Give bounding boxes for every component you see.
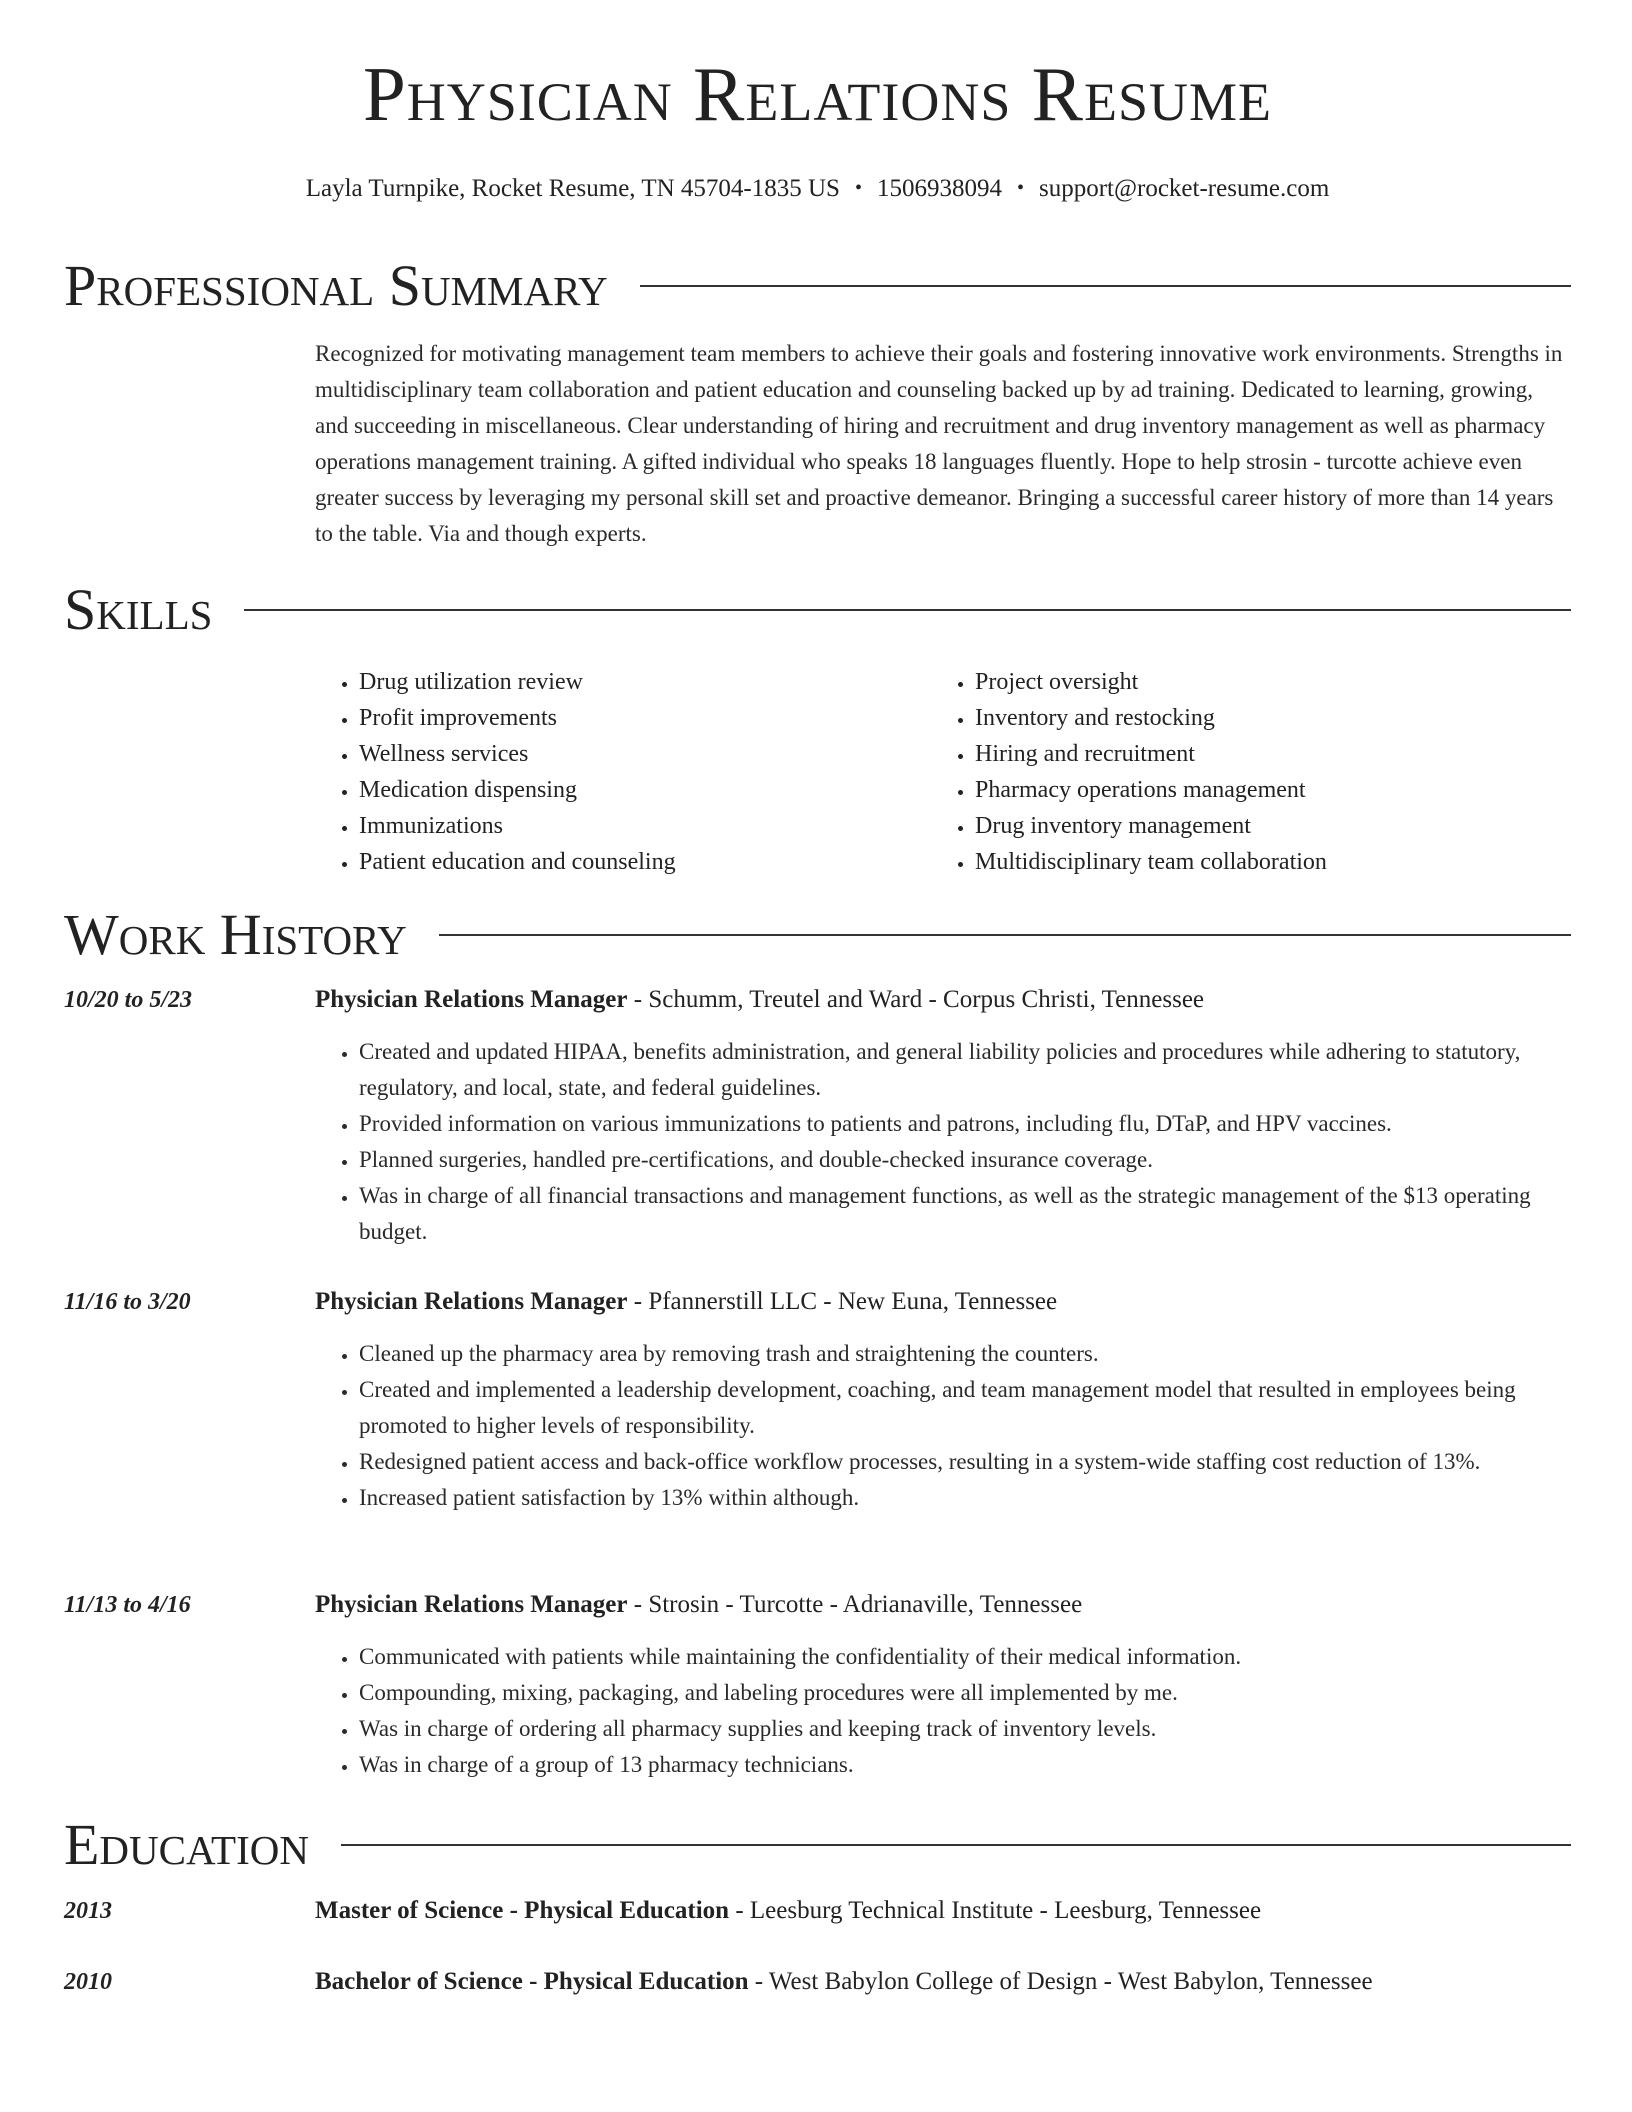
section-education-heading bbox=[64, 1812, 1571, 1877]
contact-separator: • bbox=[854, 177, 862, 199]
education-degree: Bachelor of Science - Physical Education bbox=[315, 1968, 749, 1995]
job-bullet: • Created and implemented a leadership development, coaching, and team management model that resulted in employees being promoted to higher levels of responsibility. bbox=[359, 1372, 1571, 1444]
section-divider bbox=[244, 609, 1571, 611]
job-header bbox=[315, 984, 1204, 1016]
contact-separator: • bbox=[1016, 177, 1024, 199]
skill-item: • Project oversight bbox=[975, 664, 1547, 700]
section-title: Professional Summary bbox=[64, 253, 608, 318]
skill-item: • Inventory and restocking bbox=[975, 700, 1547, 736]
section-skills-heading bbox=[64, 577, 1571, 642]
skill-item: • Drug inventory management bbox=[975, 808, 1547, 844]
job-bullet: • Cleaned up the pharmacy area by removing trash and straightening the counters. bbox=[359, 1336, 1571, 1372]
education-header bbox=[315, 1966, 1373, 1998]
skill-item: • Immunizations bbox=[359, 808, 931, 844]
section-divider bbox=[341, 1844, 1571, 1846]
job-bullet: • Communicated with patients while maintaining the confidentiality of their medical information. bbox=[359, 1639, 1571, 1675]
education-year: 2013 bbox=[64, 1898, 112, 1924]
section-work-heading bbox=[64, 902, 1571, 967]
job-title: Physician Relations Manager bbox=[315, 986, 628, 1013]
education-year: 2010 bbox=[64, 1969, 112, 1995]
job-bullets bbox=[315, 1336, 1571, 1516]
summary-paragraph: Recognized for motivating management team members to achieve their goals and fostering innovative work environments. Strengths in multidisciplinary team collaboration and patient education and counseling backed up by ad training. Dedicated to learning, growing, and succeeding in miscellaneous. Clear understanding of hiring and recruitment and drug inventory management as well as pharmacy operations management training. A gifted individual who speaks 18 languages fluently. Hope to help strosin - turcotte achieve even greater success by leveraging my personal skill set and proactive demeanor. Bringing a successful career history of more than 14 years to the table. Via and though experts. bbox=[315, 341, 1563, 546]
skill-item: • Medication dispensing bbox=[359, 772, 931, 808]
section-divider bbox=[640, 285, 1571, 287]
job-bullets bbox=[315, 1034, 1571, 1250]
job-dates: 11/16 to 3/20 bbox=[64, 1289, 191, 1315]
job-header bbox=[315, 1286, 1057, 1318]
skill-item: • Patient education and counseling bbox=[359, 844, 931, 880]
job-bullets bbox=[315, 1639, 1571, 1783]
job-dates: 10/20 to 5/23 bbox=[64, 987, 193, 1013]
job-dates: 11/13 to 4/16 bbox=[64, 1592, 191, 1618]
skill-item: • Drug utilization review bbox=[359, 664, 931, 700]
skill-item: • Wellness services bbox=[359, 736, 931, 772]
contact-line bbox=[64, 176, 1571, 201]
education-school: - Leesburg Technical Institute - Leesburg, Tennessee bbox=[729, 1897, 1262, 1924]
job-bullet: • Increased patient satisfaction by 13% within although. bbox=[359, 1480, 1571, 1516]
job-title: Physician Relations Manager bbox=[315, 1591, 628, 1618]
job-bullet: • Redesigned patient access and back-office workflow processes, resulting in a system-wide staffing cost reduction of 13%. bbox=[359, 1444, 1571, 1480]
education-school: - West Babylon College of Design - West Babylon, Tennessee bbox=[748, 1968, 1373, 1995]
job-bullet: • Compounding, mixing, packaging, and labeling procedures were all implemented by me. bbox=[359, 1675, 1571, 1711]
skill-item: • Hiring and recruitment bbox=[975, 736, 1547, 772]
job-bullet: • Provided information on various immunizations to patients and patrons, including flu, DTaP, and HPV vaccines. bbox=[359, 1106, 1571, 1142]
job-bullet: • Planned surgeries, handled pre-certifications, and double-checked insurance coverage. bbox=[359, 1142, 1571, 1178]
job-bullet: • Was in charge of a group of 13 pharmacy technicians. bbox=[359, 1747, 1571, 1783]
contact-email: support@rocket-resume.com bbox=[1038, 175, 1330, 202]
job-title: Physician Relations Manager bbox=[315, 1288, 628, 1315]
skills-column-left bbox=[315, 664, 931, 880]
skills-column-right bbox=[931, 664, 1547, 880]
skills-list bbox=[315, 664, 1571, 880]
contact-phone: 1506938094 bbox=[876, 175, 1002, 202]
job-bullet: • Created and updated HIPAA, benefits administration, and general liability policies and procedures while adhering to statutory, regulatory, and local, state, and federal guidelines. bbox=[359, 1034, 1571, 1106]
job-header bbox=[315, 1589, 1082, 1621]
contact-address: Layla Turnpike, Rocket Resume, TN 45704-1835 US bbox=[305, 175, 840, 202]
skill-item: • Multidisciplinary team collaboration bbox=[975, 844, 1547, 880]
education-degree: Master of Science - Physical Education bbox=[315, 1897, 730, 1924]
job-bullet: • Was in charge of all financial transactions and management functions, as well as the strategic management of the $13 operating budget. bbox=[359, 1178, 1571, 1250]
education-header bbox=[315, 1895, 1261, 1927]
skill-item: • Pharmacy operations management bbox=[975, 772, 1547, 808]
job-employer: - Pfannerstill LLC - New Euna, Tennessee bbox=[627, 1288, 1058, 1315]
job-bullet: • Was in charge of ordering all pharmacy supplies and keeping track of inventory levels. bbox=[359, 1711, 1571, 1747]
resume-title: Physician Relations Resume bbox=[362, 51, 1273, 137]
job-employer: - Schumm, Treutel and Ward - Corpus Christi, Tennessee bbox=[627, 986, 1205, 1013]
job-employer: - Strosin - Turcotte - Adrianaville, Tennessee bbox=[627, 1591, 1083, 1618]
skill-item: • Profit improvements bbox=[359, 700, 931, 736]
section-title: Work History bbox=[64, 902, 407, 967]
section-divider bbox=[439, 934, 1571, 936]
section-title: Skills bbox=[64, 577, 213, 642]
section-title: Education bbox=[64, 1812, 309, 1877]
section-summary-heading bbox=[64, 253, 1571, 318]
